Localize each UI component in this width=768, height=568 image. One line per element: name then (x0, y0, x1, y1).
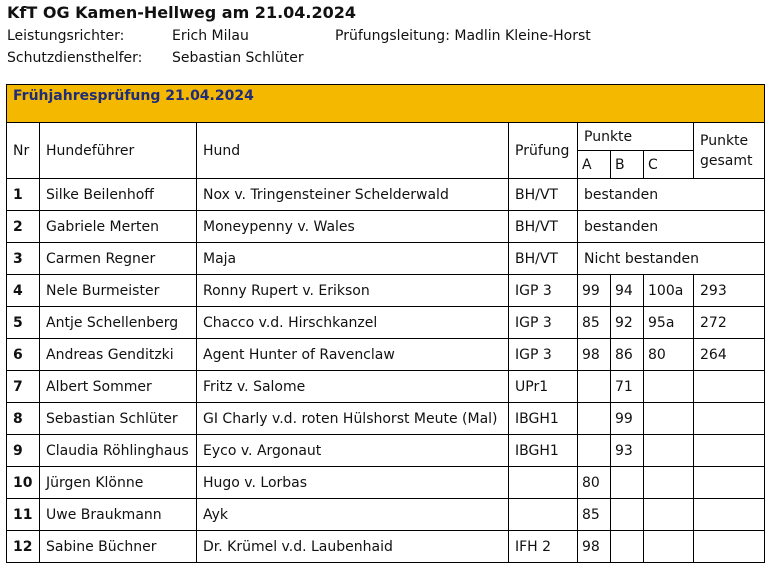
cell-exam: IBGH1 (509, 403, 578, 435)
cell-dog: Dr. Krümel v.d. Laubenhaid (197, 531, 509, 563)
column-header-a: A (578, 151, 611, 179)
cell-handler: Nele Burmeister (40, 275, 197, 307)
column-header-nr: Nr (7, 123, 40, 179)
cell-total: 272 (694, 307, 765, 339)
page-title: KfT OG Kamen-Hellweg am 21.04.2024 (7, 3, 357, 22)
cell-points-a: 98 (578, 339, 611, 371)
column-header-total: Punkte gesamt (694, 123, 765, 179)
cell-points-b: 93 (611, 435, 644, 467)
helper-label: Schutzdiensthelfer: (7, 50, 143, 66)
results-table (6, 84, 765, 563)
cell-points-b (611, 467, 644, 499)
cell-dog: Maja (197, 243, 509, 275)
cell-points-c: 80 (644, 339, 694, 371)
table-row (7, 435, 765, 467)
cell-points-a (578, 435, 611, 467)
cell-dog: Agent Hunter of Ravenclaw (197, 339, 509, 371)
cell-handler: Silke Beilenhoff (40, 179, 197, 211)
column-header-c: C (644, 151, 694, 179)
cell-dog: GI Charly v.d. roten Hülshorst Meute (Mal) (197, 403, 509, 435)
cell-nr: 9 (7, 435, 40, 467)
cell-total: 264 (694, 339, 765, 371)
cell-points-b (611, 531, 644, 563)
exam-lead: Prüfungsleitung: Madlin Kleine-Horst (335, 28, 591, 44)
cell-points-a: 98 (578, 531, 611, 563)
cell-total (694, 403, 765, 435)
cell-dog: Hugo v. Lorbas (197, 467, 509, 499)
cell-exam: UPr1 (509, 371, 578, 403)
cell-points-c (644, 467, 694, 499)
cell-total (694, 467, 765, 499)
cell-nr: 10 (7, 467, 40, 499)
cell-points-b: 99 (611, 403, 644, 435)
cell-total (694, 531, 765, 563)
cell-dog: Chacco v.d. Hirschkanzel (197, 307, 509, 339)
cell-points-a: 85 (578, 307, 611, 339)
cell-handler: Claudia Röhlinghaus (40, 435, 197, 467)
table-row (7, 531, 765, 563)
cell-points-c (644, 435, 694, 467)
cell-nr: 7 (7, 371, 40, 403)
cell-nr: 1 (7, 179, 40, 211)
cell-exam: IGP 3 (509, 307, 578, 339)
cell-exam (509, 499, 578, 531)
cell-points-a: 80 (578, 467, 611, 499)
table-row (7, 211, 765, 243)
cell-exam: IGP 3 (509, 275, 578, 307)
cell-handler: Sabine Büchner (40, 531, 197, 563)
cell-points-c (644, 403, 694, 435)
cell-handler: Andreas Genditzki (40, 339, 197, 371)
cell-exam: BH/VT (509, 179, 578, 211)
cell-total (694, 499, 765, 531)
cell-nr: 12 (7, 531, 40, 563)
cell-points-b: 94 (611, 275, 644, 307)
cell-total: 293 (694, 275, 765, 307)
judge-label: Leistungsrichter: (7, 28, 125, 44)
cell-nr: 11 (7, 499, 40, 531)
cell-total (694, 435, 765, 467)
cell-points-c (644, 499, 694, 531)
cell-points-b: 86 (611, 339, 644, 371)
cell-handler: Jürgen Klönne (40, 467, 197, 499)
column-header-dog: Hund (197, 123, 509, 179)
table-row (7, 339, 765, 371)
cell-points-b: 71 (611, 371, 644, 403)
results-table-body (7, 85, 765, 563)
cell-dog: Fritz v. Salome (197, 371, 509, 403)
cell-points-a (578, 403, 611, 435)
cell-dog: Ayk (197, 499, 509, 531)
table-row (7, 275, 765, 307)
cell-exam: BH/VT (509, 243, 578, 275)
cell-points-c: 100a (644, 275, 694, 307)
cell-nr: 3 (7, 243, 40, 275)
table-row (7, 467, 765, 499)
cell-dog: Nox v. Tringensteiner Schelderwald (197, 179, 509, 211)
helper-value: Sebastian Schlüter (172, 50, 304, 66)
cell-total (694, 371, 765, 403)
cell-handler: Carmen Regner (40, 243, 197, 275)
table-row (7, 499, 765, 531)
cell-handler: Gabriele Merten (40, 211, 197, 243)
table-banner: Frühjahresprüfung 21.04.2024 (7, 85, 765, 123)
cell-points-a: 99 (578, 275, 611, 307)
cell-handler: Albert Sommer (40, 371, 197, 403)
cell-nr: 5 (7, 307, 40, 339)
cell-points-a (578, 371, 611, 403)
cell-points-c (644, 371, 694, 403)
table-banner-row (7, 85, 765, 123)
header-row (7, 123, 765, 151)
cell-handler: Antje Schellenberg (40, 307, 197, 339)
column-header-handler: Hundeführer (40, 123, 197, 179)
cell-points-b: 92 (611, 307, 644, 339)
cell-points-a: 85 (578, 499, 611, 531)
judge-value: Erich Milau (172, 28, 249, 44)
cell-dog: Ronny Rupert v. Erikson (197, 275, 509, 307)
cell-result: bestanden (578, 179, 765, 211)
cell-result: Nicht bestanden (578, 243, 765, 275)
cell-nr: 2 (7, 211, 40, 243)
cell-exam (509, 467, 578, 499)
cell-points-c: 95a (644, 307, 694, 339)
table-row (7, 179, 765, 211)
table-row (7, 371, 765, 403)
cell-result: bestanden (578, 211, 765, 243)
cell-nr: 8 (7, 403, 40, 435)
cell-handler: Sebastian Schlüter (40, 403, 197, 435)
table-row (7, 243, 765, 275)
table-row (7, 403, 765, 435)
cell-exam: IBGH1 (509, 435, 578, 467)
cell-points-b (611, 499, 644, 531)
cell-nr: 6 (7, 339, 40, 371)
cell-nr: 4 (7, 275, 40, 307)
cell-dog: Eyco v. Argonaut (197, 435, 509, 467)
column-header-exam: Prüfung (509, 123, 578, 179)
cell-points-c (644, 531, 694, 563)
cell-handler: Uwe Braukmann (40, 499, 197, 531)
column-header-points: Punkte (578, 123, 694, 151)
cell-dog: Moneypenny v. Wales (197, 211, 509, 243)
cell-exam: BH/VT (509, 211, 578, 243)
cell-exam: IFH 2 (509, 531, 578, 563)
column-header-b: B (611, 151, 644, 179)
table-row (7, 307, 765, 339)
cell-exam: IGP 3 (509, 339, 578, 371)
